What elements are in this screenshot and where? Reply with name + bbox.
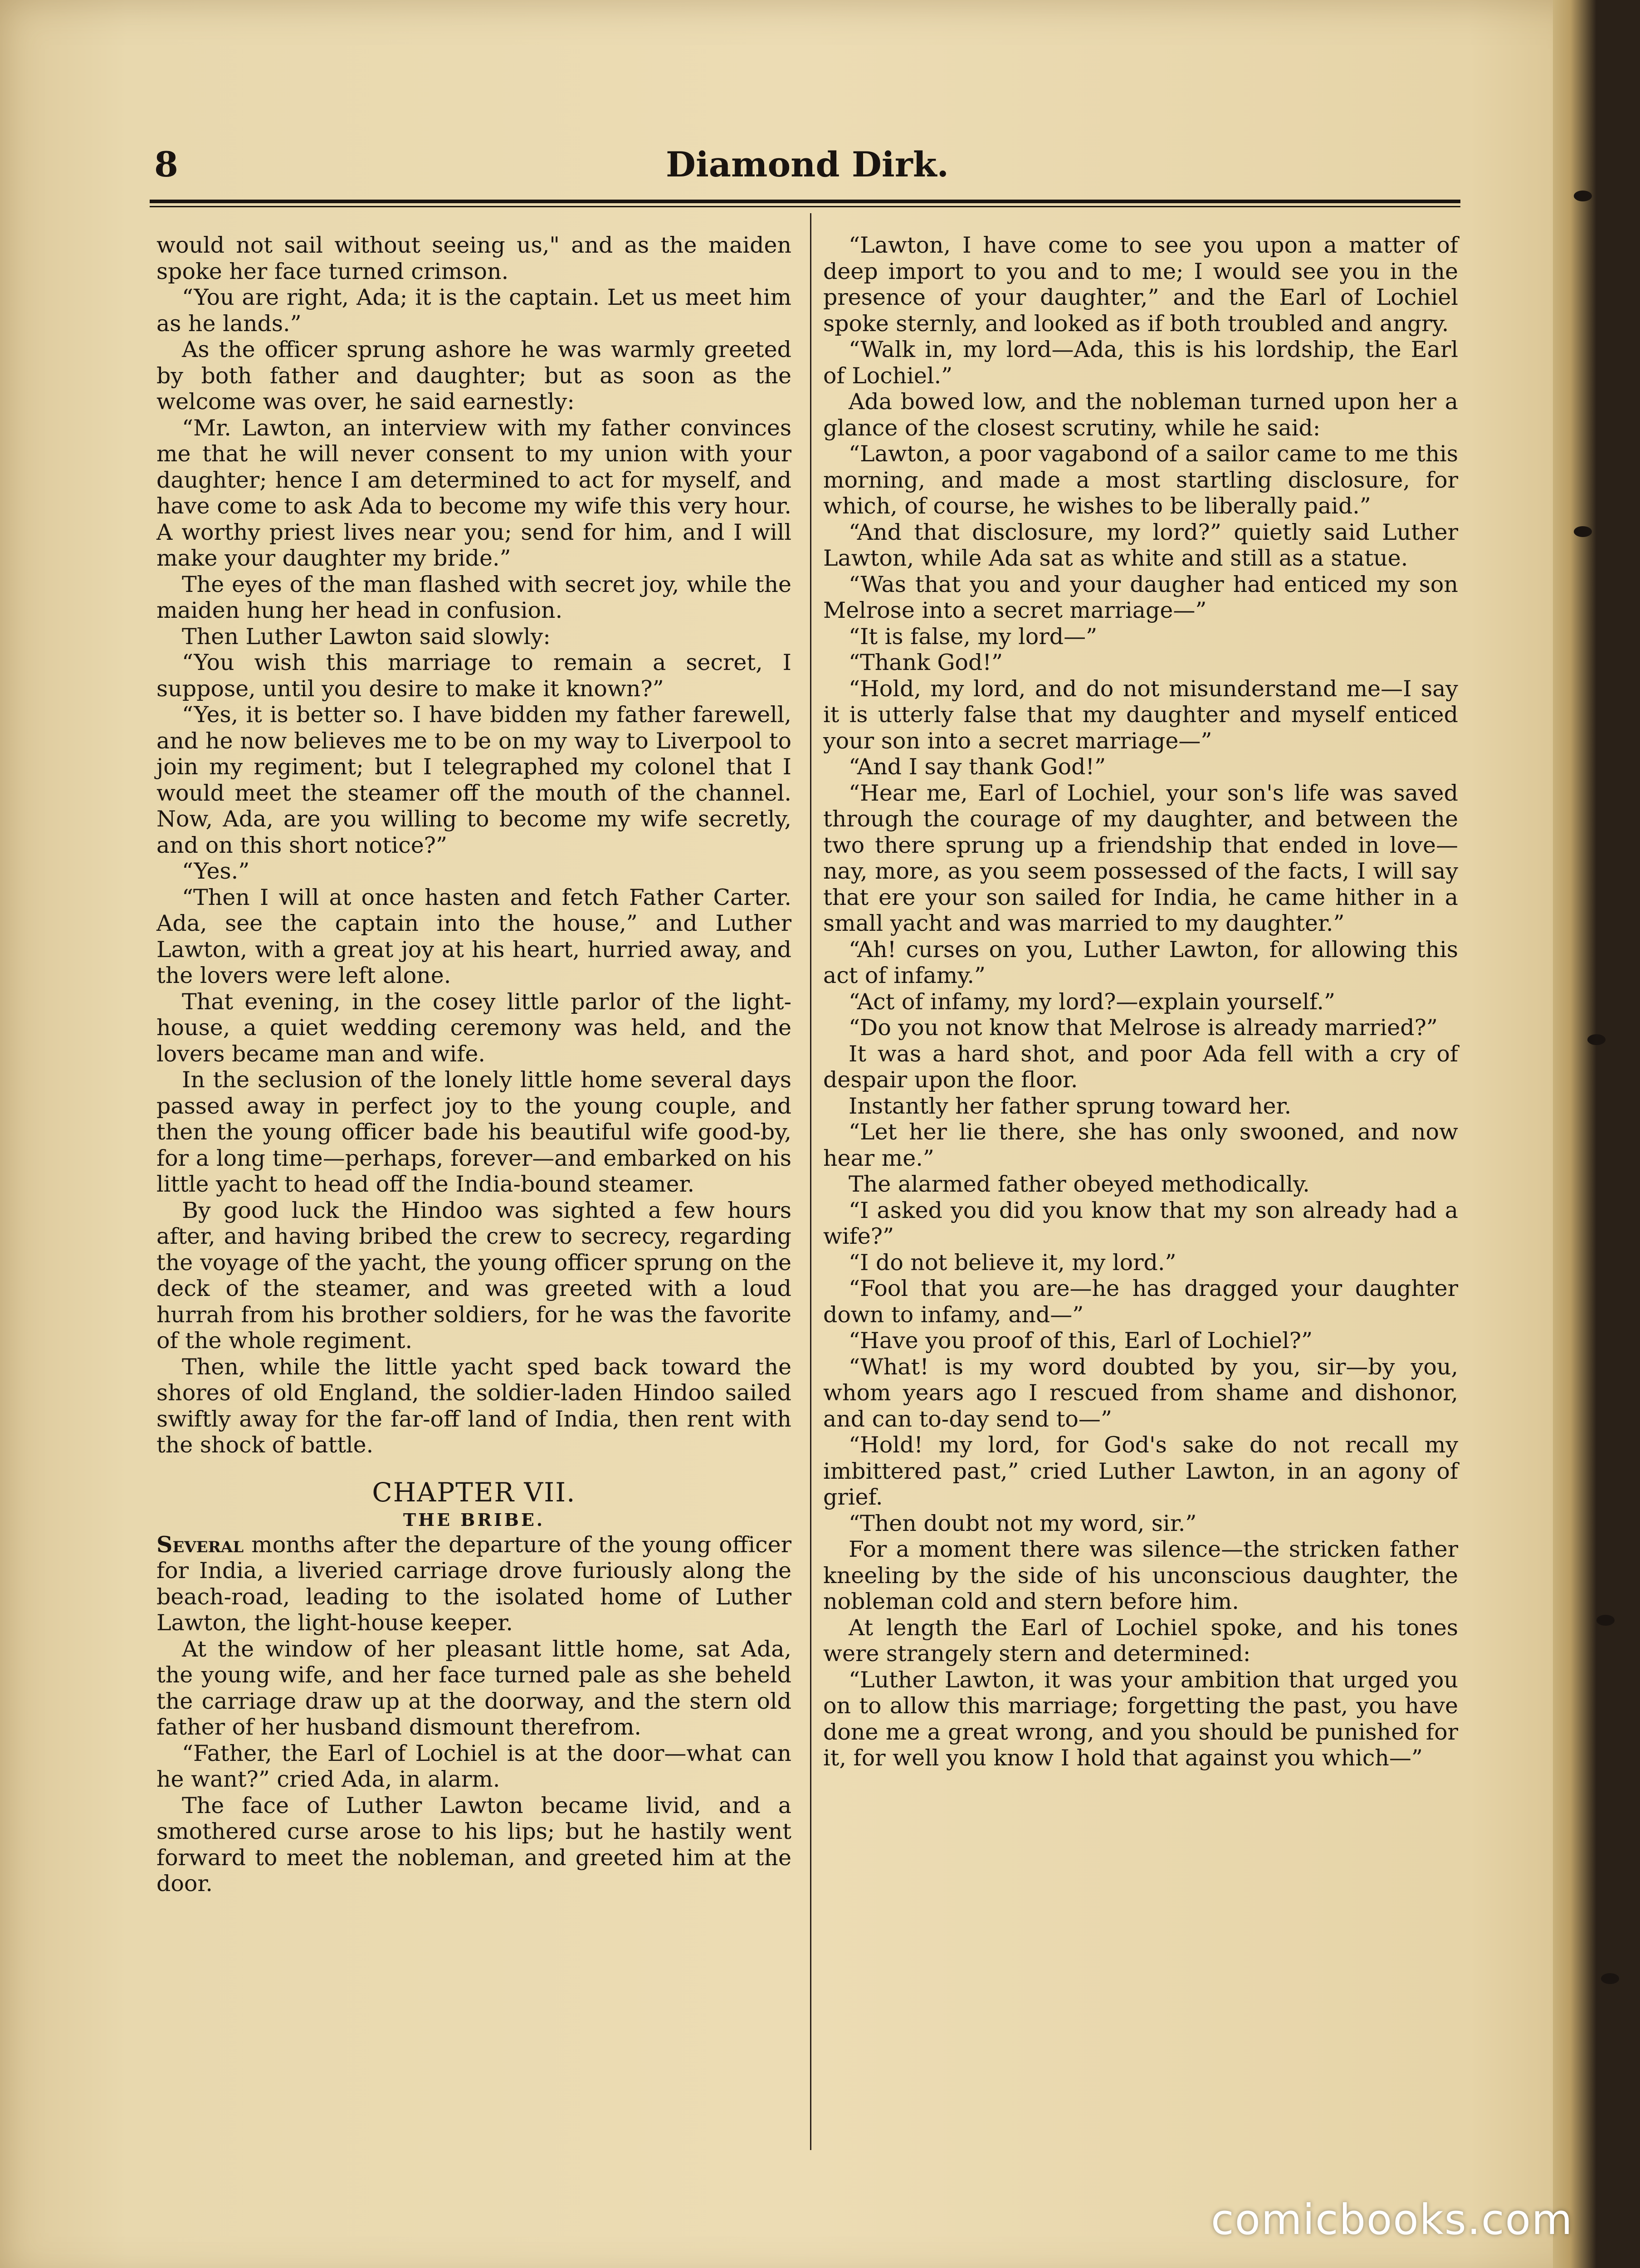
- page-header: [154, 144, 1460, 194]
- left-paragraphs-after: [156, 1636, 791, 1897]
- paragraph: “Thank God!”: [849, 650, 1003, 675]
- paragraph: By good luck the Hindoo was sighted a few hours after, and having bribed the crew to secrecy, regarding the voyage of the yacht, the young officer sprung on the deck of the steamer, and was greeted with a loud hurrah from his brother soldiers, for he was the favorite of the whole regiment.: [156, 1197, 791, 1354]
- paragraph: Then, while the little yacht sped back toward the shores of old England, the soldier-laden Hindoo sailed swiftly away for the far-off land of India, then rent with the shock of battle.: [156, 1354, 791, 1458]
- paragraph: “You wish this marriage to remain a secret, I suppose, until you desire to make it known?”: [156, 650, 791, 702]
- paragraph: The alarmed father obeyed methodically.: [849, 1171, 1310, 1197]
- watermark-text: comicbooks.com: [1211, 2195, 1573, 2244]
- paragraph: “I do not believe it, my lord.”: [849, 1249, 1176, 1276]
- column-divider: [810, 213, 811, 2150]
- binding-hole: [1601, 1973, 1619, 1984]
- page-edge: [1553, 0, 1596, 2268]
- binding-hole: [1587, 1034, 1606, 1045]
- paragraph: Ada bowed low, and the nobleman turned upon her a glance of the closest scrutiny, while he said:: [823, 389, 1458, 441]
- paragraph: “Act of infamy, my lord?—explain yourself.”: [849, 988, 1336, 1015]
- paragraph: The face of Luther Lawton became livid, and a smothered curse arose to his lips; but he hastily went forward to meet the nobleman, and greeted him at the door.: [156, 1792, 791, 1897]
- binding-hole: [1574, 191, 1592, 201]
- paragraph: “Then doubt not my word, sir.”: [849, 1510, 1197, 1536]
- paragraph: “What! is my word doubted by you, sir—by you, whom years ago I rescued from shame and dishonor, and can to-day send to—”: [823, 1354, 1458, 1432]
- paragraph: At the window of her pleasant little home, sat Ada, the young wife, and her face turned pale as she beheld the carriage draw up at the doorway, and the stern old father of her husband dismount therefrom.: [156, 1636, 791, 1740]
- paragraph: “Do you not know that Melrose is already married?”: [849, 1015, 1438, 1041]
- binding-hole: [1574, 526, 1592, 537]
- header-rule: [150, 200, 1460, 207]
- right-paragraphs: [823, 232, 1458, 1771]
- left-column: [156, 232, 791, 1897]
- paragraph: At length the Earl of Lochiel spoke, and his tones were strangely stern and determined:: [823, 1614, 1458, 1667]
- paragraph: The eyes of the man flashed with secret joy, while the maiden hung her head in confusion.: [156, 571, 791, 623]
- chapter-subtitle: THE BRIBE.: [403, 1509, 545, 1530]
- left-paragraphs-before: [156, 232, 791, 1458]
- paragraph: “Then I will at once hasten and fetch Father Carter. Ada, see the captain into the house,” and Luther Lawton, with a great joy at his heart, hurried away, and the lovers were left alone.: [156, 884, 791, 988]
- paragraph: “It is false, my lord—”: [849, 623, 1098, 650]
- paragraph: Then Luther Lawton said slowly:: [182, 623, 551, 650]
- paragraph: “Was that you and your daugher had enticed my son Melrose into a secret marriage—”: [823, 571, 1458, 623]
- paragraph: “Let her lie there, she has only swooned, and now hear me.”: [823, 1119, 1458, 1171]
- paragraph: Instantly her father sprung toward her.: [849, 1093, 1292, 1119]
- right-column: [823, 232, 1458, 1771]
- chapter-lead-text: months after the departure of the young officer for India, a liveried carriage drove furiously along the beach-road, leading to the isolated home of Luther Lawton, the light-house keeper.: [156, 1531, 791, 1636]
- paragraph: “Ah! curses on you, Luther Lawton, for allowing this act of infamy.”: [823, 936, 1458, 988]
- paragraph: “You are right, Ada; it is the captain. Let us meet him as he lands.”: [156, 284, 791, 337]
- running-title: Diamond Dirk.: [666, 144, 949, 185]
- paragraph: “And that disclosure, my lord?” quietly said Luther Lawton, while Ada sat as white and still as a statue.: [823, 519, 1458, 571]
- paragraph: “Father, the Earl of Lochiel is at the door—what can he want?” cried Ada, in alarm.: [156, 1740, 791, 1792]
- paragraph: “Mr. Lawton, an interview with my father convinces me that he will never consent to my union with your daughter; hence I am determined to act for myself, and have come to ask Ada to become my wife this very hour. A worthy priest lives near you; send for him, and I will make your daughter my bride.”: [156, 415, 791, 571]
- paragraph: “Have you proof of this, Earl of Lochiel?”: [849, 1328, 1313, 1354]
- paragraph: It was a hard shot, and poor Ada fell with a cry of despair upon the floor.: [823, 1041, 1458, 1093]
- paragraph: “Lawton, a poor vagabond of a sailor came to me this morning, and made a most startling disclosure, for which, of course, he wishes to be liberally paid.”: [823, 441, 1458, 519]
- paragraph: “Luther Lawton, it was your ambition that urged you on to allow this marriage; forgetting the past, you have done me a great wrong, and you should be punished for it, for well you know I hold that against you which—”: [823, 1667, 1458, 1771]
- paragraph: “Hold, my lord, and do not misunderstand me—I say it is utterly false that my daughter and myself enticed your son into a secret marriage—”: [823, 675, 1458, 754]
- paragraph: “Hold! my lord, for God's sake do not recall my imbittered past,” cried Luther Lawton, in an agony of grief.: [823, 1432, 1458, 1510]
- paragraph: “Walk in, my lord—Ada, this is his lordship, the Earl of Lochiel.”: [823, 337, 1458, 389]
- paragraph: “Fool that you are—he has dragged your daughter down to infamy, and—”: [823, 1276, 1458, 1328]
- paragraph: In the seclusion of the lonely little home several days passed away in perfect joy to the young couple, and then the young officer bade his beautiful wife good-by, for a long time—perhaps, forever—and embarked on his little yacht to head off the India-bound steamer.: [156, 1067, 791, 1197]
- chapter-lead-word: Several: [156, 1531, 244, 1558]
- paragraph: “Yes, it is better so. I have bidden my father farewell, and he now believes me to be on my way to Liverpool to join my regiment; but I telegraphed my colonel that I would meet the steamer off the mouth of the channel. Now, Ada, are you willing to become my wife secretly, and on this short notice?”: [156, 702, 791, 858]
- paragraph: “Lawton, I have come to see you upon a matter of deep import to you and to me; I would see you in the presence of your daughter,” and the Earl of Lochiel spoke sternly, and looked as if both troubled and angry.: [823, 232, 1458, 337]
- paragraph: “Hear me, Earl of Lochiel, your son's life was saved through the courage of my daughter, and between the two there sprung up a friendship that ended in love—nay, more, as you seem possessed of the facts, I will say that ere your son sailed for India, he came hither in a small yacht and was married to my daughter.”: [823, 780, 1458, 936]
- paragraph: As the officer sprung ashore he was warmly greeted by both father and daughter; but as soon as the welcome was over, he said earnestly:: [156, 337, 791, 415]
- paragraph: “Yes.”: [182, 858, 250, 884]
- chapter-title: CHAPTER VII.: [372, 1476, 576, 1508]
- chapter-lead-paragraph: [156, 1532, 791, 1636]
- paragraph: “And I say thank God!”: [849, 754, 1106, 780]
- paragraph: For a moment there was silence—the stricken father kneeling by the side of his unconscious daughter, the nobleman cold and stern before him.: [823, 1536, 1458, 1614]
- paragraph: “I asked you did you know that my son already had a wife?”: [823, 1197, 1458, 1249]
- page-number: 8: [154, 144, 178, 185]
- binding-hole: [1596, 1615, 1615, 1626]
- paragraph: That evening, in the cosey little parlor of the light-house, a quiet wedding ceremony was held, and the lovers became man and wife.: [156, 988, 791, 1067]
- paragraph: would not sail without seeing us," and as the maiden spoke her face turned crimson.: [156, 232, 791, 284]
